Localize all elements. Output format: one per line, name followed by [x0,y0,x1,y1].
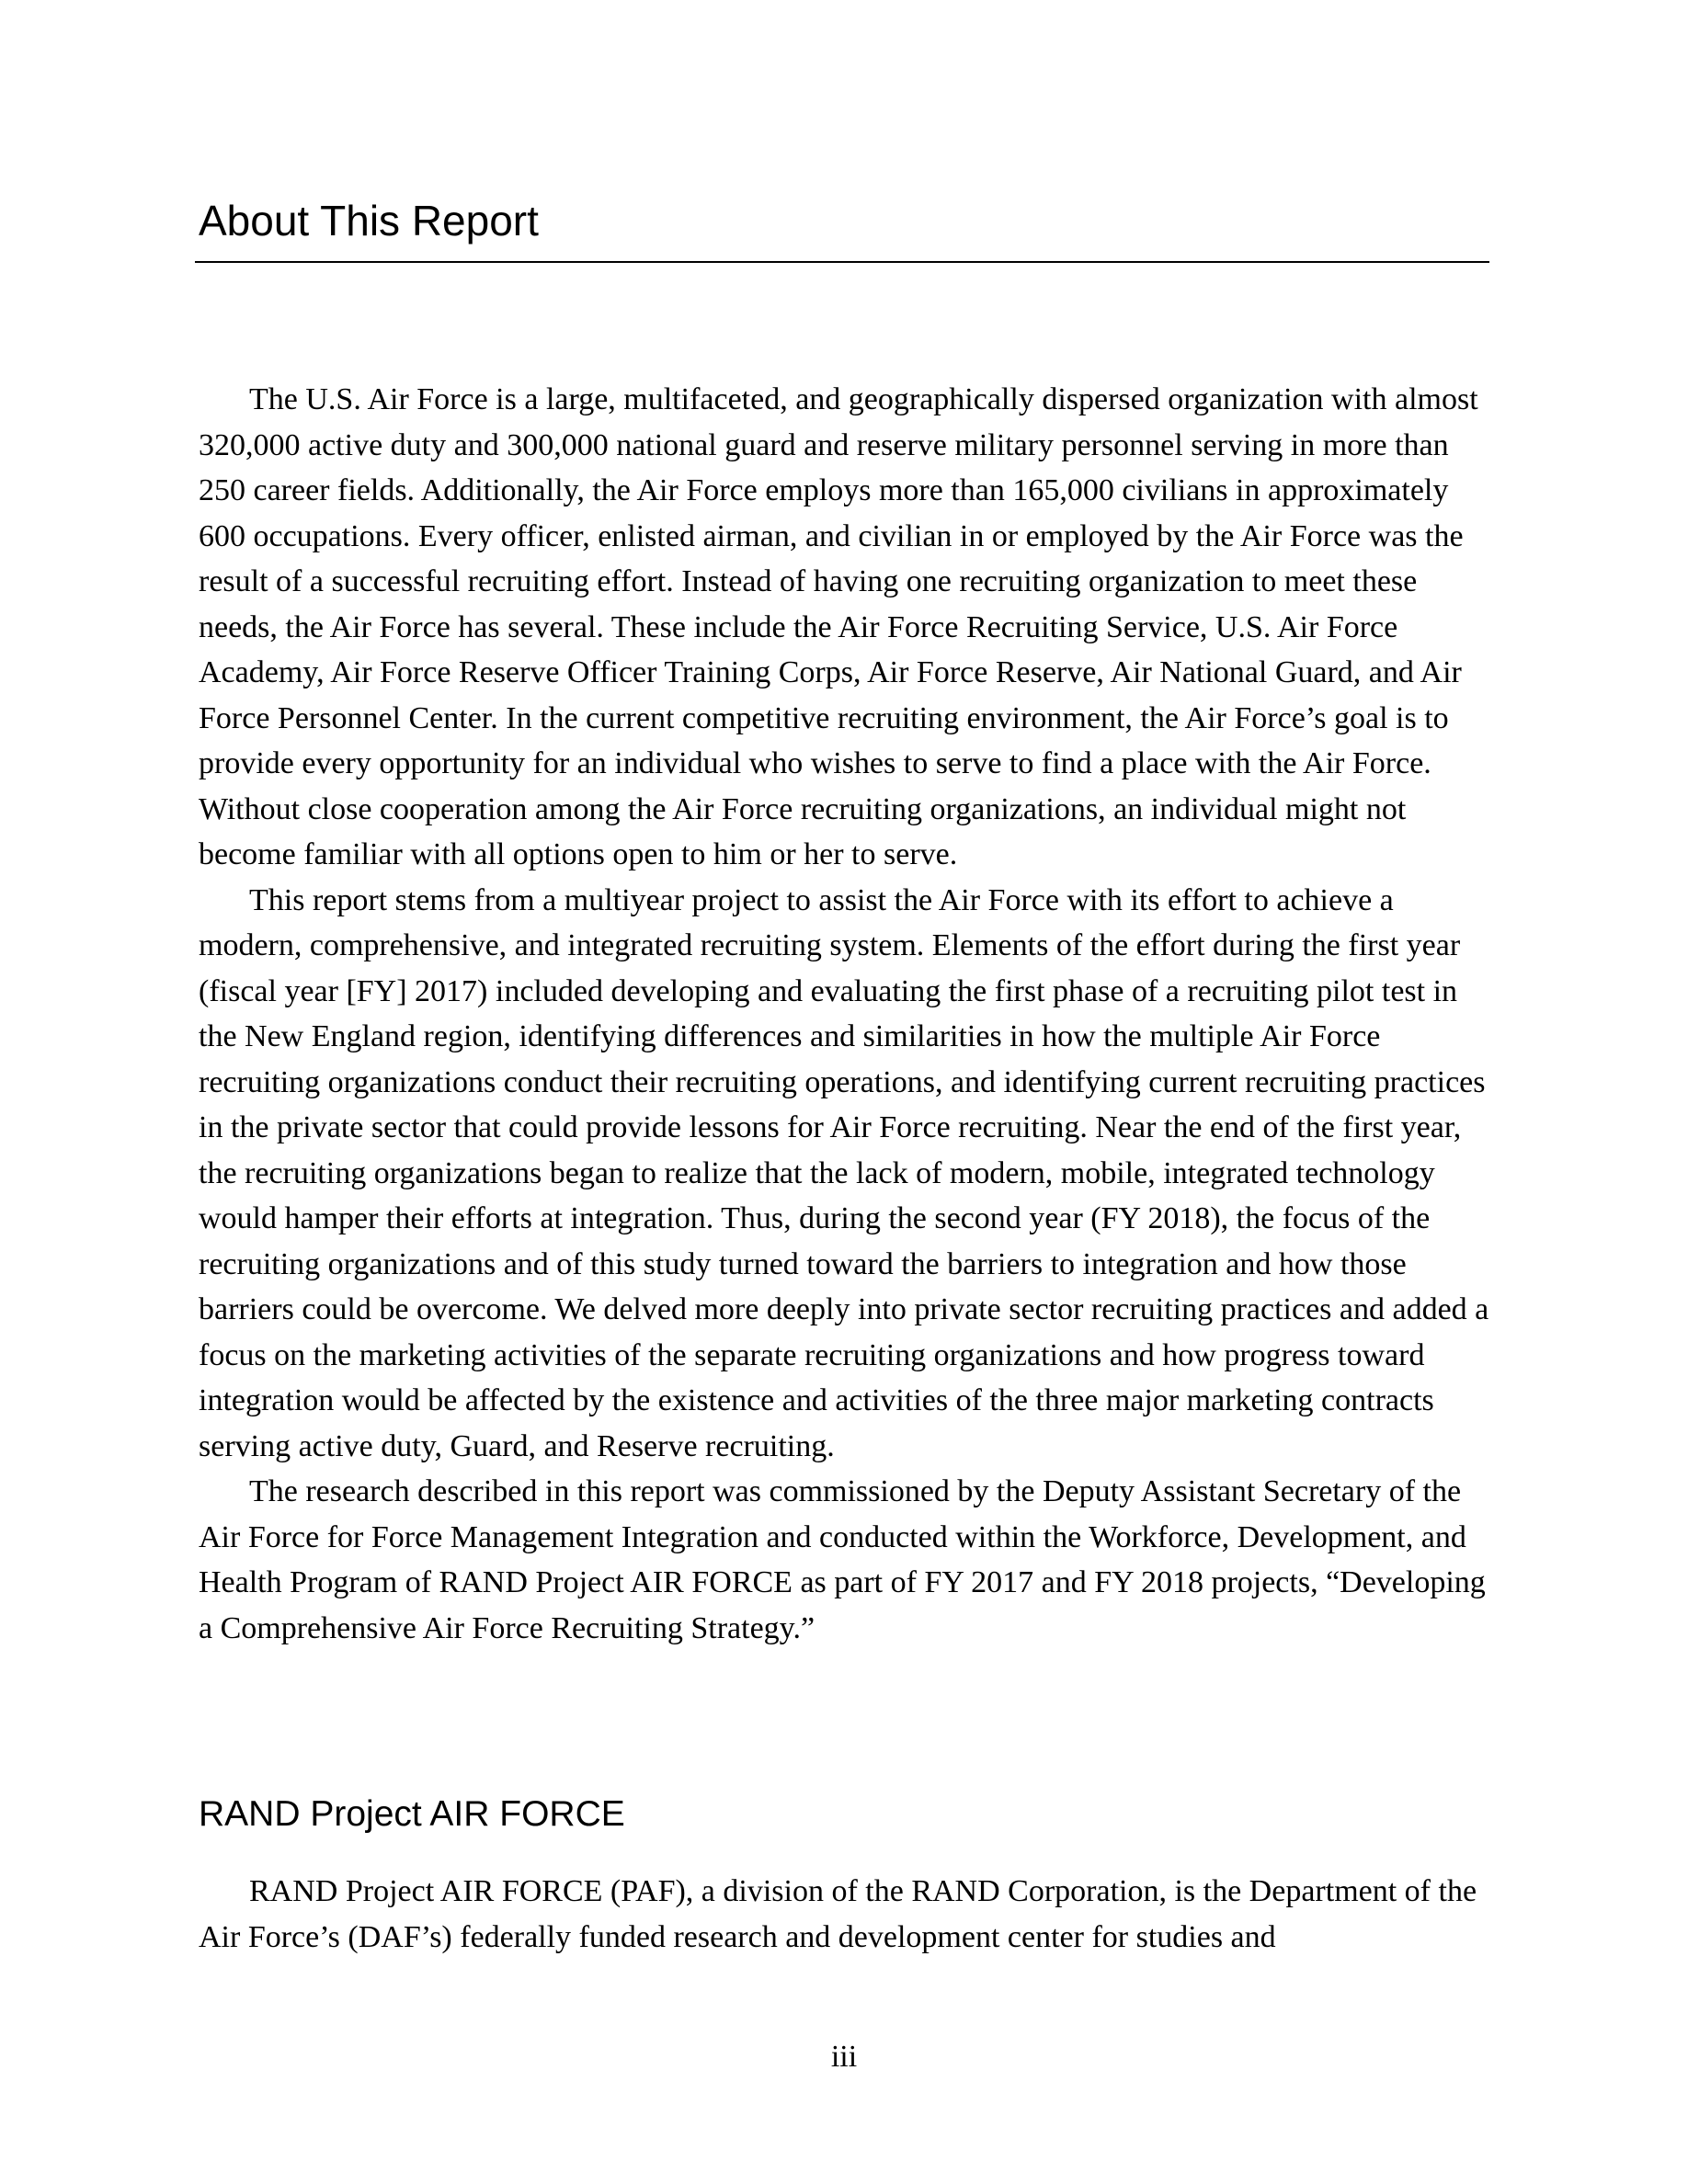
title-underline-divider [195,261,1489,263]
body-paragraph-3: The research described in this report was commissioned by the Deputy Assistant Secretary of the Air Force for Force Management Integration and conducted within the Workforce, Development, and Health Program of RAND Project AIR FORCE as part of FY 2017 and FY 2018 projects, “Developing a Comprehensive Air Force Recruiting Strategy.” [199,1474,1486,1645]
page-number: iii [830,2040,858,2074]
section-paragraph-1: RAND Project AIR FORCE (PAF), a division of the RAND Corporation, is the Department of the Air Force’s (DAF’s) federally funded research and development center for studies and [199,1874,1477,1954]
section-heading-rand-paf: RAND Project AIR FORCE [199,1794,625,1834]
section-body [199,1869,1495,1960]
body-paragraph-2: This report stems from a multiyear project to assist the Air Force with its effort to achieve a modern, comprehensive, and integrated recruiting system. Elements of the effort during the first year (fiscal year [FY] 2017) included developing and evaluating the first phase of a recruiting pilot test in the New England region, identifying differences and similarities in how the multiple Air Force recruiting organizations conduct their recruiting operations, and identifying current recruiting practices in the private sector that could provide lessons for Air Force recruiting. Near the end of the first year, the recruiting organizations began to realize that the lack of modern, mobile, integrated technology would hamper their efforts at integration. Thus, during the second year (FY 2018), the focus of the recruiting organizations and of this study turned toward the barriers to integration and how those barriers could be overcome. We delved more deeply into private sector recruiting practices and added a focus on the marketing activities of the separate recruiting organizations and how progress toward integration would be affected by the existence and activities of the three major marketing contracts serving active duty, Guard, and Reserve recruiting. [199,882,1489,1463]
body-paragraph-1: The U.S. Air Force is a large, multifaceted, and geographically dispersed organization with almost 320,000 active duty and 300,000 national guard and reserve military personnel serving in more than 250 career fields. Additionally, the Air Force employs more than 165,000 civilians in approximately 600 occupations. Every officer, enlisted airman, and civilian in or employed by the Air Force was the result of a successful recruiting effort. Instead of having one recruiting organization to meet these needs, the Air Force has several. These include the Air Force Recruiting Service, U.S. Air Force Academy, Air Force Reserve Officer Training Corps, Air Force Reserve, Air National Guard, and Air Force Personnel Center. In the current competitive recruiting environment, the Air Force’s goal is to provide every opportunity for an individual who wishes to serve to find a place with the Air Force. Without close cooperation among the Air Force recruiting organizations, an individual might not become familiar with all options open to him or her to serve. [199,382,1478,871]
page-title: About This Report [199,197,539,245]
report-body [199,377,1495,1651]
